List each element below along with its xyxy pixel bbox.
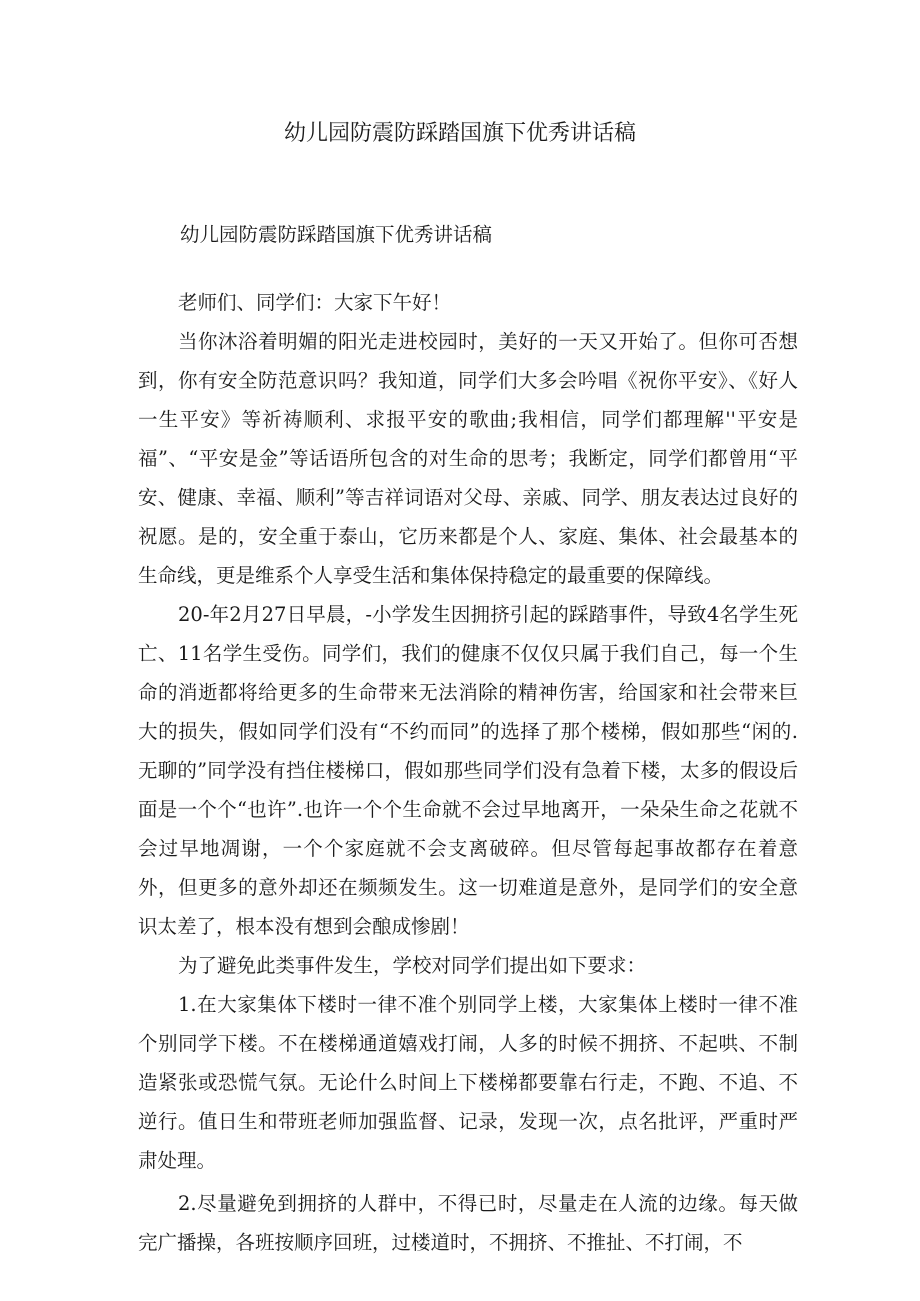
- document-body: [138, 283, 798, 1262]
- paragraph-rule-1: 1.在大家集体下楼时一律不准个别同学上楼，大家集体上楼时一律不准个别同学下楼。不在楼梯通道嬉戏打闹，人多的时候不拥挤、不起哄、不制造紧张或恐慌气氛。无论什么时间上下楼梯都要靠右行走，不跑、不追、不逆行。值日生和带班老师加强监督、记录，发现一次，点名批评，严重时严肃处理。: [138, 993, 798, 1172]
- document-subtitle: 幼儿园防震防踩踏国旗下优秀讲话稿: [180, 223, 493, 246]
- paragraph-requirements-intro: 为了避免此类事件发生，学校对同学们提出如下要求：: [178, 954, 647, 977]
- paragraph-incident: 20-年2月27日早晨，-小学发生因拥挤引起的踩踏事件，导致4名学生死亡、11名学生受伤。同学们，我们的健康不仅仅只属于我们自己，每一个生命的消逝都将给更多的生命带来无法消除的精神伤害，给国家和社会带来巨大的损失，假如同学们没有“不约而同”的选择了那个楼梯，假如那些“闲的.无聊的”同学没有挡住楼梯口，假如那些同学们没有急着下楼，太多的假设后面是一个个“也许”.也许一个个生命就不会过早地离开，一朵朵生命之花就不会过早地凋谢，一个个家庭就不会支离破碎。但尽管每起事故都存在着意外，但更多的意外却还在频频发生。这一切难道是意外，是同学们的安全意识太差了，根本没有想到会酿成惨剧！: [138, 603, 798, 938]
- greeting-line: 老师们、同学们：大家下午好！: [178, 291, 452, 314]
- paragraph-intro: 当你沐浴着明媚的阳光走进校园时，美好的一天又开始了。但你可否想到，你有安全防范意识吗？我知道，同学们大多会吟唱《祝你平安》、《好人一生平安》等祈祷顺利、求报平安的歌曲;我相信，同学们都理解''平安是福”、“平安是金”等话语所包含的对生命的思考；我断定，同学们都曾用“平安、健康、幸福、顺利”等吉祥词语对父母、亲戚、同学、朋友表达过良好的祝愿。是的，安全重于泰山，它历来都是个人、家庭、集体、社会最基本的生命线，更是维系个人享受生活和集体保持稳定的最重要的保障线。: [138, 330, 798, 587]
- paragraph-rule-2: 2.尽量避免到拥挤的人群中，不得已时，尽量走在人流的边缘。每天做完广播操，各班按顺序回班，过楼道时，不拥挤、不推扯、不打闹，不: [138, 1192, 798, 1254]
- document-title: 幼儿园防震防踩踏国旗下优秀讲话稿: [283, 121, 636, 146]
